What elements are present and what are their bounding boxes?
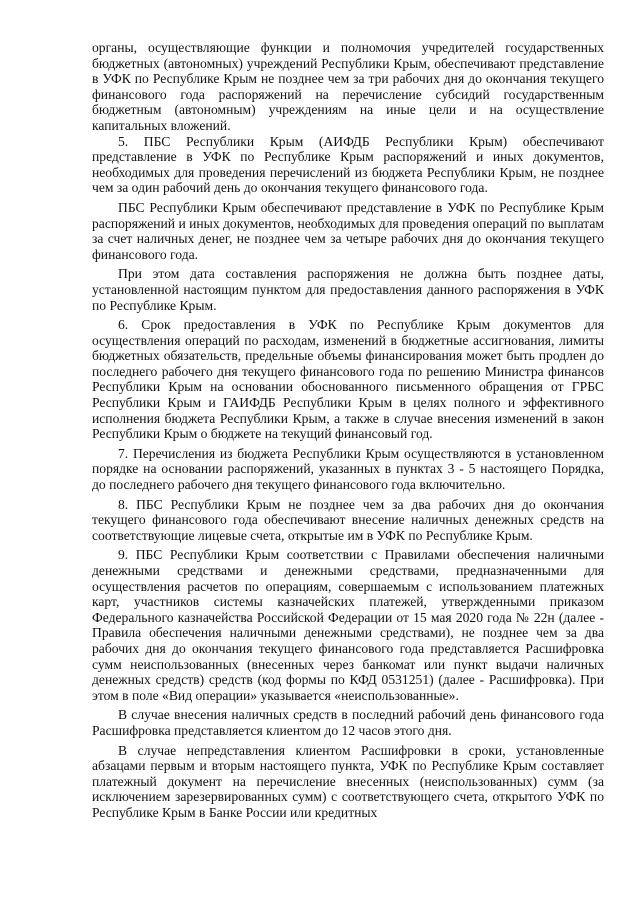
paragraph-1: органы, осуществляющие функции и полномочия учредителей государственных бюджетных (автономных) учреждений Республики Крым, обеспечивают представление в УФК по Республике Крым не позднее чем за три рабочих дня до окончания текущего финансового года распоряжений на перечисление субсидий государственным бюджетным (автономным) учреждениям на иные цели и на осуществление капитальных вложений. xyxy=(92,40,604,133)
paragraph-7: 8. ПБС Республики Крым не позднее чем за два рабочих дня до окончания текущего финансового года обеспечивают внесение наличных денежных средств на соответствующие лицевые счета, открытые им в УФК по Республике Крым. xyxy=(92,496,604,543)
paragraph-8: 9. ПБС Республики Крым соответствии с Правилами обеспечения наличными денежными средствами и денежными средствами, предназначенными для осуществления расчетов по операциям, совершаемым с использованием платежных карт, участников системы казначейских платежей, утвержденными приказом Федерального казначейства Российской Федерации от 15 мая 2020 года № 22н (далее - Правила обеспечения наличными денежными средствами), не позднее чем за два рабочих дня до окончания текущего финансового года представляется Расшифровка сумм неиспользованных (внесенных через банкомат или пункт выдачи наличных денежных средств) средств (код формы по КФД 0531251) (далее - Расшифровка). При этом в поле «Вид операции» указывается «неиспользованные». xyxy=(92,547,604,703)
paragraph-2: 5. ПБС Республики Крым (АИФДБ Республики Крым) обеспечивают представление в УФК по Республике Крым распоряжений и иных документов, необходимых для проведения перечислений из бюджета Республики Крым, не позднее чем за один рабочий день до окончания текущего финансового года. xyxy=(92,133,604,196)
paragraph-3: ПБС Республики Крым обеспечивают представление в УФК по Республике Крым распоряжений и иных документов, необходимых для проведения операций по выплатам за счет наличных денег, не позднее чем за четыре рабочих дня до окончания текущего финансового года. xyxy=(92,199,604,262)
paragraph-5: 6. Срок предоставления в УФК по Республике Крым документов для осуществления операций по расходам, изменений в бюджетные ассигнования, лимиты бюджетных обязательств, предельные объемы финансирования может быть продлен до последнего рабочего дня текущего финансового года по решению Министра финансов Республики Крым на основании обоснованного письменного обращения от ГРБС Республики Крым и ГАИФДБ Республики Крым в целях полного и эффективного исполнения бюджета Республики Крым, а также в случае внесения изменений в закон Республики Крым о бюджете на текущий финансовый год. xyxy=(92,317,604,442)
paragraph-6: 7. Перечисления из бюджета Республики Крым осуществляются в установленном порядке на основании распоряжений, указанных в пунктах 3 - 5 настоящего Порядка, до последнего рабочего дня текущего финансового года включительно. xyxy=(92,445,604,493)
paragraph-10: В случае непредставления клиентом Расшифровки в сроки, установленные абзацами первым и вторым настоящего пункта, УФК по Республике Крым составляет платежный документ на перечисление внесенных (неиспользованных) сумм (за исключением зарезервированных сумм) с соответствующего счета, открытого УФК по Республике Крым в Банке России или кредитных xyxy=(92,742,604,820)
paragraph-4: При этом дата составления распоряжения не должна быть позднее даты, установленной настоящим пунктом для предоставления данного распоряжения в УФК по Республике Крым. xyxy=(92,266,604,313)
paragraph-9: В случае внесения наличных средств в последний рабочий день финансового года Расшифровка представляется клиентом до 12 часов этого дня. xyxy=(92,707,604,738)
